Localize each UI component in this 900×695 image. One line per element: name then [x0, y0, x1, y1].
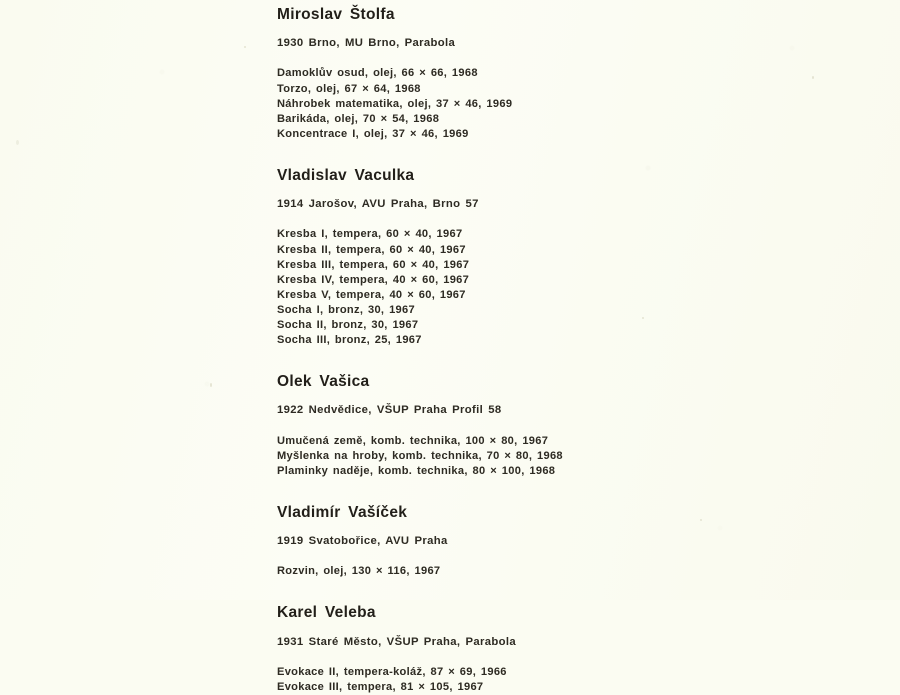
- clipped-work-item-row: [277, 680, 837, 694]
- spacer: [277, 521, 837, 535]
- spacer: [277, 390, 837, 404]
- spacer: [277, 142, 837, 167]
- works-list: [277, 564, 837, 579]
- works-list: [277, 227, 837, 348]
- artist-bio: 1931 Staré Město, VŠUP Praha, Parabola: [277, 635, 516, 648]
- work-item: Náhrobek matematika, olej, 37 × 46, 1969: [277, 97, 513, 110]
- spacer: [277, 622, 837, 636]
- artist-bio: 1922 Nedvědice, VŠUP Praha Profil 58: [277, 404, 502, 417]
- work-item: Torzo, olej, 67 × 64, 1968: [277, 82, 421, 95]
- work-item: Kresba II, tempera, 60 × 40, 1967: [277, 243, 466, 256]
- work-item: Socha I, bronz, 30, 1967: [277, 303, 415, 316]
- spacer: [277, 417, 837, 434]
- spacer: [277, 547, 837, 564]
- artist-entries-column: [277, 0, 837, 694]
- work-item: Myšlenka na hroby, komb. technika, 70 × 80, 1968: [277, 449, 563, 462]
- spacer: [277, 184, 837, 198]
- work-item: Umučená země, komb. technika, 100 × 80, 1967: [277, 434, 549, 447]
- spacer: [277, 579, 837, 604]
- work-item: Koncentrace I, olej, 37 × 46, 1969: [277, 127, 469, 140]
- works-list: [277, 434, 837, 479]
- artist-entry-stolfa: [277, 0, 837, 142]
- artist-name: Vladislav Vaculka: [277, 166, 415, 184]
- work-item: Damoklův osud, olej, 66 × 66, 1968: [277, 67, 478, 80]
- artist-entry-vasica: [277, 373, 837, 479]
- artist-name: Vladimír Vašíček: [277, 503, 408, 521]
- spacer: [277, 348, 837, 373]
- paper-speckle: [210, 383, 212, 387]
- artist-entry-vaculka: [277, 167, 837, 348]
- work-item: Socha III, bronz, 25, 1967: [277, 334, 422, 347]
- work-item: Kresba V, tempera, 40 × 60, 1967: [277, 288, 466, 301]
- artist-entry-veleba: [277, 604, 837, 694]
- artist-bio: 1914 Jarošov, AVU Praha, Brno 57: [277, 197, 479, 210]
- work-item: Kresba IV, tempera, 40 × 60, 1967: [277, 273, 470, 286]
- work-item: Rozvin, olej, 130 × 116, 1967: [277, 565, 441, 578]
- artist-bio: 1930 Brno, MU Brno, Parabola: [277, 37, 456, 50]
- spacer: [277, 23, 837, 37]
- work-item: Socha II, bronz, 30, 1967: [277, 318, 419, 331]
- spacer: [277, 210, 837, 227]
- work-item-clipped: Evokace III, tempera, 81 × 105, 1967: [277, 681, 484, 694]
- works-list: [277, 665, 837, 680]
- spacer: [277, 648, 837, 665]
- artist-name: Miroslav Štolfa: [277, 6, 395, 23]
- paper-speckle: [16, 140, 19, 145]
- spacer: [277, 479, 837, 504]
- works-list: [277, 66, 837, 141]
- spacer: [277, 49, 837, 66]
- work-item: Evokace II, tempera-koláž, 87 × 69, 1966: [277, 665, 507, 678]
- work-item: Kresba III, tempera, 60 × 40, 1967: [277, 258, 470, 271]
- work-item: Kresba I, tempera, 60 × 40, 1967: [277, 228, 463, 241]
- artist-entry-vasicek: [277, 504, 837, 580]
- work-item: Plaminky naděje, komb. technika, 80 × 100, 1968: [277, 464, 556, 477]
- artist-bio: 1919 Svatobořice, AVU Praha: [277, 534, 448, 547]
- work-item: Barikáda, olej, 70 × 54, 1968: [277, 112, 440, 125]
- paper-speckle: [244, 46, 246, 48]
- artist-name: Karel Veleba: [277, 604, 376, 622]
- artist-name: Olek Vašica: [277, 373, 370, 391]
